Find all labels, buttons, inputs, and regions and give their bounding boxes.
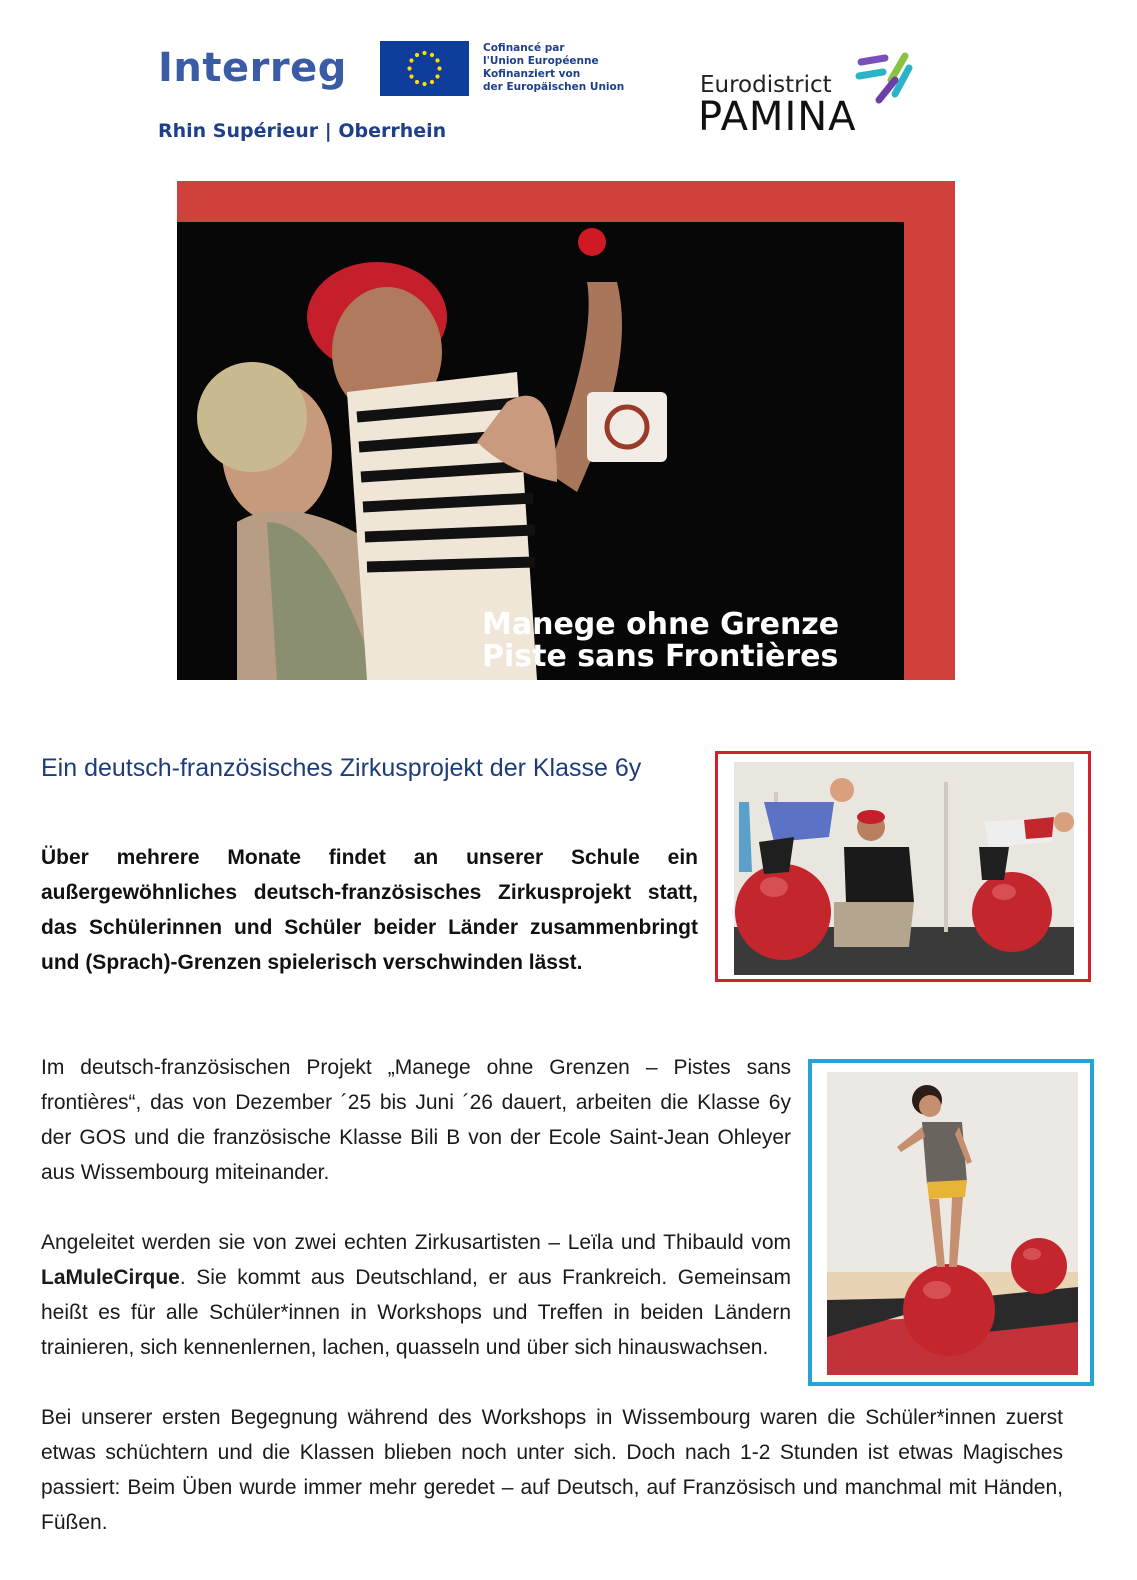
eu-text-line: l'Union Européenne (483, 55, 599, 67)
article-lead: Über mehrere Monate findet an unserer Schule ein außergewöhnliches deutsch-französisches Zirkusprojekt statt, das Schülerinnen und Schüler beider Länder zusammenbringt und (Sprach)-Grenzen spielerisch verschwinden lässt. (41, 846, 698, 974)
interreg-logo-wordmark: Interreg (158, 45, 347, 91)
pamina-arrows-icon (855, 50, 917, 106)
article-paragraph: Im deutsch-französischen Projekt „Manege ohne Grenzen – Pistes sans frontières“, das von Dezember ´25 bis Juni ´26 dauert, arbeiten die Klasse 6y der GOS und die französische Klasse Bili B von der Ecole Saint-Jean Ohleyer aus Wissembourg miteinander. (41, 1056, 791, 1184)
article-paragraph (41, 1225, 791, 1365)
eu-text-line: Cofinancé par (483, 42, 565, 54)
article-paragraph: Bei unserer ersten Begegnung während des Workshops in Wissembourg waren die Schüler*innen zuerst etwas schüchtern und die Klassen blieben noch unter sich. Doch nach 1-2 Stunden ist etwas Magisches passiert: Beim Üben wurde immer mehr geredet – auf Deutsch, auf Französisch und manchmal mit Händen, Füßen. (41, 1406, 1063, 1534)
paragraph-text: Angeleitet werden sie von zwei echten Zirkusartisten – Leïla und Thibauld vom (41, 1231, 791, 1254)
eu-text-line: Kofinanziert von (483, 68, 581, 80)
brand-name: LaMuleCirque (41, 1266, 180, 1289)
photo-balance-balls (734, 762, 1074, 975)
interreg-logo-subtitle: Rhin Supérieur | Oberrhein (158, 120, 447, 142)
article-heading: Ein deutsch-französisches Zirkusprojekt der Klasse 6y (41, 754, 642, 782)
banner-title (482, 609, 839, 673)
banner-title-line: Piste sans Frontières (482, 639, 839, 674)
banner-title-line: Manege ohne Grenze (482, 607, 840, 642)
eu-cofunding-text (483, 42, 624, 94)
eurodistrict-logo-line1: Eurodistrict (700, 72, 832, 98)
eu-text-line: der Europäischen Union (483, 81, 625, 93)
eu-flag-icon (380, 41, 469, 96)
photo-boy-on-ball (827, 1072, 1078, 1375)
paragraph-text: . Sie kommt aus Deutschland, er aus Frankreich. Gemeinsam heißt es für alle Schüler*innen in Workshops und Treffen in beiden Ländern trainieren, sich kennenlernen, lachen, quasseln und über sich hinauswachsen. (41, 1266, 791, 1359)
eurodistrict-logo-line2: PAMINA (698, 94, 857, 140)
